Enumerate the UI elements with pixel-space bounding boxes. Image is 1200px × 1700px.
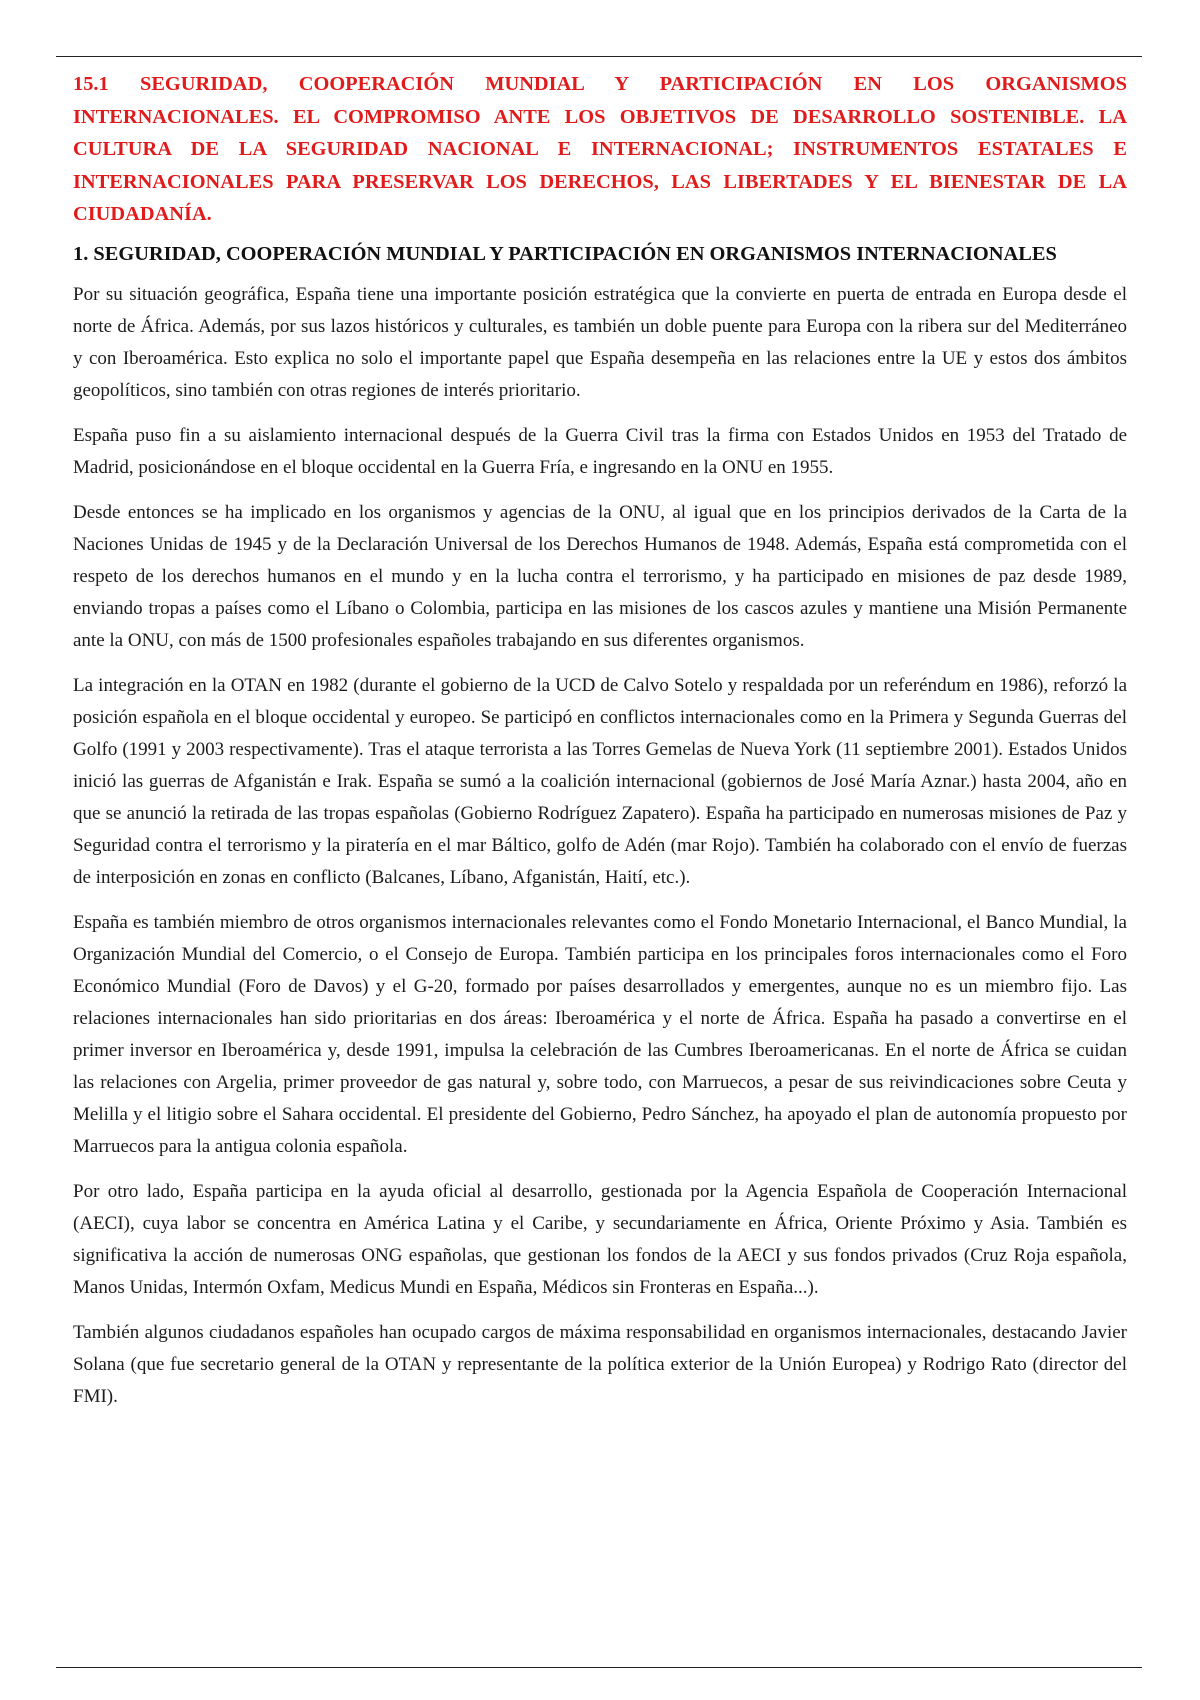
- paragraph-ayuda-desarrollo: Por otro lado, España participa en la ayuda oficial al desarrollo, gestionada por la Agencia Española de Cooperación Internacional (AECI), cuya labor se concentra en América Latina y el Caribe, y secundariamente en África, Oriente Próximo y Asia. También es significativa la acción de numerosas ONG españolas, que gestionan los fondos de la AECI y sus fondos privados (Cruz Roja española, Manos Unidas, Intermón Oxfam, Medicus Mundi en España, Médicos sin Fronteras en España...).: [73, 1180, 1127, 1298]
- paragraph-onu: Desde entonces se ha implicado en los organismos y agencias de la ONU, al igual que en los principios derivados de la Carta de la Naciones Unidas de 1945 y de la Declaración Universal de los Derechos Humanos de 1948. Además, España está comprometida con el respeto de los derechos humanos en el mundo y en la lucha contra el terrorismo, y ha participado en misiones de paz desde 1989, enviando tropas a países como el Líbano o Colombia, participa en las misiones de los cascos azules y mantiene una Misión Permanente ante la ONU, con más de 1500 profesionales españoles trabajando en sus diferentes organismos.: [73, 501, 1127, 651]
- bottom-rule: [56, 1667, 1142, 1668]
- document-title: 15.1 SEGURIDAD, COOPERACIÓN MUNDIAL Y PARTICIPACIÓN EN LOS ORGANISMOS INTERNACIONALES. EL COMPROMISO ANTE LOS OBJETIVOS DE DESARROLLO SOSTENIBLE. LA CULTURA DE LA SEGURIDAD NACIONAL E INTERNACIONAL; INSTRUMENTOS ESTATALES E INTERNACIONALES PARA PRESERVAR LOS DERECHOS, LAS LIBERTADES Y EL BIENESTAR DE LA CIUDADANÍA.: [73, 73, 1127, 225]
- paragraph-organismos: España es también miembro de otros organismos internacionales relevantes como el Fondo Monetario Internacional, el Banco Mundial, la Organización Mundial del Comercio, o el Consejo de Europa. También participa en los principales foros internacionales como el Foro Económico Mundial (Foro de Davos) y el G-20, formado por países desarrollados y emergentes, aunque no es un miembro fijo. Las relaciones internacionales han sido prioritarias en dos áreas: Iberoamérica y el norte de África. España ha pasado a convertirse en el primer inversor en Iberoamérica y, desde 1991, impulsa la celebración de las Cumbres Iberoamericanas. En el norte de África se cuidan las relaciones con Argelia, primer proveedor de gas natural y, sobre todo, con Marruecos, a pesar de sus reivindicaciones sobre Ceuta y Melilla y el litigio sobre el Sahara occidental. El presidente del Gobierno, Pedro Sánchez, ha apoyado el plan de autonomía propuesto por Marruecos para la antigua colonia española.: [73, 911, 1127, 1157]
- paragraph-ciudadanos: También algunos ciudadanos españoles han ocupado cargos de máxima responsabilidad en organismos internacionales, destacando Javier Solana (que fue secretario general de la OTAN y representante de la política exterior de la Unión Europea) y Rodrigo Rato (director del FMI).: [73, 1321, 1127, 1407]
- document-page: [73, 68, 1127, 1426]
- paragraph-otan: La integración en la OTAN en 1982 (durante el gobierno de la UCD de Calvo Sotelo y respaldada por un referéndum en 1986), reforzó la posición española en el bloque occidental y europeo. Se participó en conflictos internacionales como en la Primera y Segunda Guerras del Golfo (1991 y 2003 respectivamente). Tras el ataque terrorista a las Torres Gemelas de Nueva York (11 septiembre 2001). Estados Unidos inició las guerras de Afganistán e Irak. España se sumó a la coalición internacional (gobiernos de José María Aznar.) hasta 2004, año en que se anunció la retirada de las tropas españolas (Gobierno Rodríguez Zapatero). España ha participado en numerosas misiones de Paz y Seguridad contra el terrorismo y la piratería en el mar Báltico, golfo de Adén (mar Rojo). También ha colaborado con el envío de fuerzas de interposición en zonas en conflicto (Balcanes, Líbano, Afganistán, Haití, etc.).: [73, 674, 1127, 888]
- section-heading: 1. SEGURIDAD, COOPERACIÓN MUNDIAL Y PARTICIPACIÓN EN ORGANISMOS INTERNACIONALES: [73, 242, 1057, 265]
- paragraph-aislamiento: España puso fin a su aislamiento internacional después de la Guerra Civil tras la firma con Estados Unidos en 1953 del Tratado de Madrid, posicionándose en el bloque occidental en la Guerra Fría, e ingresando en la ONU en 1955.: [73, 424, 1127, 478]
- paragraph-geografia: Por su situación geográfica, España tiene una importante posición estratégica que la convierte en puerta de entrada en Europa desde el norte de África. Además, por sus lazos históricos y culturales, es también un doble puente para Europa con la ribera sur del Mediterráneo y con Iberoamérica. Esto explica no solo el importante papel que España desempeña en las relaciones entre la UE y estos dos ámbitos geopolíticos, sino también con otras regiones de interés prioritario.: [73, 283, 1127, 401]
- top-rule: [56, 56, 1142, 57]
